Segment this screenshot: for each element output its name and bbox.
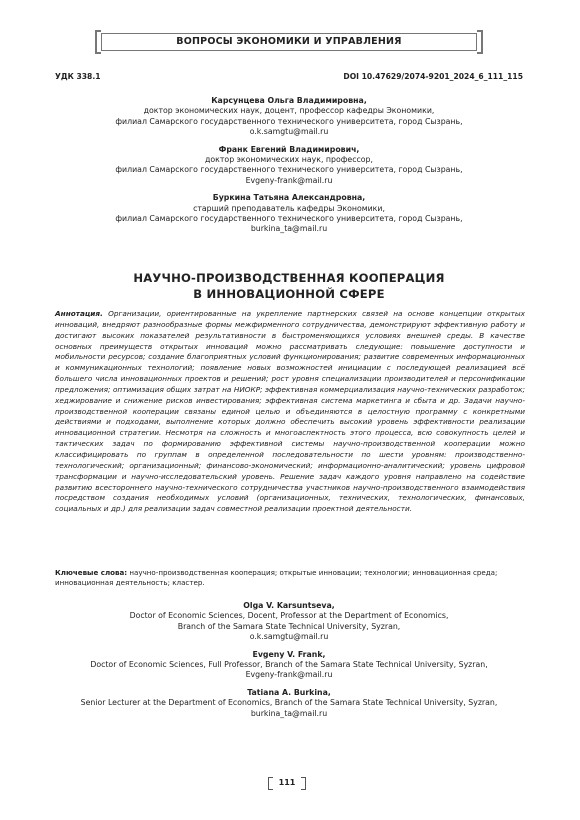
author-ru-1 <box>55 96 523 138</box>
author-name: Карсунцева Ольга Владимировна, <box>211 96 367 105</box>
author-en-1 <box>55 601 523 643</box>
author-email[interactable]: burkina_ta@mail.ru <box>250 708 328 718</box>
author-affiliation: филиал Самарского государственного технического университета, город Сызрань, <box>115 116 463 126</box>
abstract <box>55 309 525 515</box>
author-email[interactable]: o.k.samgtu@mail.ru <box>249 632 329 642</box>
author-email[interactable]: o.k.samgtu@mail.ru <box>249 127 329 137</box>
author-position: доктор экономических наук, профессор, <box>205 155 373 165</box>
journal-title: ВОПРОСЫ ЭКОНОМИКИ И УПРАВЛЕНИЯ <box>176 36 402 47</box>
page-bracket-right <box>301 777 306 790</box>
author-email[interactable]: Evgeny-frank@mail.ru <box>245 175 333 185</box>
author-name: Evgeny V. Frank, <box>252 649 326 659</box>
authors-ru <box>55 96 523 242</box>
article-title-line-2: В ИННОВАЦИОННОЙ СФЕРЕ <box>193 287 385 301</box>
udk-code: УДК 338.1 <box>55 72 101 81</box>
author-name: Буркина Татьяна Александровна, <box>212 193 366 203</box>
author-en-3 <box>55 688 523 719</box>
journal-header-band <box>101 33 477 51</box>
article-title <box>55 270 523 302</box>
author-position: доктор экономических наук, доцент, профессор кафедры Экономики, <box>143 106 435 116</box>
author-ru-2 <box>55 145 523 187</box>
keywords-text: научно-производственная кооперация; открытые инновации; технологии; инновационная среда; инновационная деятельность; кластер. <box>55 568 498 588</box>
author-name: Olga V. Karsuntseva, <box>243 601 335 610</box>
author-affiliation: Branch of the Samara State Technical University, Syzran, <box>177 621 401 631</box>
author-position: Doctor of Economic Sciences, Docent, Professor at the Department of Economics, <box>129 611 449 621</box>
header-bracket-left <box>95 30 101 54</box>
author-en-2 <box>55 650 523 681</box>
page-number <box>268 777 306 792</box>
author-affiliation: Doctor of Economic Sciences, Full Professor, Branch of the Samara State Technical University, Syzran, <box>90 660 488 670</box>
article-title-line-1: НАУЧНО-ПРОИЗВОДСТВЕННАЯ КООПЕРАЦИЯ <box>133 271 445 285</box>
author-ru-3 <box>55 193 523 235</box>
author-name: Франк Евгений Владимирович, <box>218 144 360 154</box>
keywords <box>55 568 525 588</box>
author-email[interactable]: Evgeny-frank@mail.ru <box>245 670 333 680</box>
author-affiliation: Senior Lecturer at the Department of Economics, Branch of the Samara State Technical University, Syzran, <box>80 698 498 708</box>
abstract-text: Организации, ориентированные на укрепление партнерских связей на основе концепции открытых инноваций, внедряют разнообразные формы межфирменного сотрудничества, демонстрируют эффективную работу и достигают высоких показателей результативности в быстроменяющихся условиях внешней среды. В качестве основных преимуществ открытых инноваций можно рассматривать следующие: повышение доступности и мобильности ресурсов; создание благоприятных условий функционирования; развитие современных информационных и коммуникационных технологий; появление новых возможностей инициации с последующей реализацией всё большего числа инновационных проектов и решений; рост уровня специализации производителей и персонификации предложения; оптимизация общих затрат на НИОКР; эффективная коммерциализация научно-технических разработок; хеджирование и снижение рисков инвестирования; эффективная система маркетинга и сбыта и др. Задачи научно-производственной кооперации связаны единой целью и объединяются в целостную программу с конкретными действиями и подходами, выполнение которых должно обеспечить высокий уровень эффективности реализации инновационной стратегии. Несмотря на сложность и многоаспектность этого процесса, всю совокупность целей и тактических задач по формированию эффективной системы научно-производственной кооперации можно классифицировать по группам в определенной последовательности по шести уровням: производственно-технологический; организационный; финансово-экономический; информационно-аналитический; уровень цифровой трансформации и научно-исследовательский уровень. Решение задач каждого уровня направлено на содействие развитию всестороннего научно-технического сотрудничества участников научно-производственного взаимодействия посредством создания необходимых условий (организационных, технических, технологических, финансовых, социальных и др.) для реализации задач совместной реализации проектной деятельности. <box>55 309 525 514</box>
article-meta <box>55 72 523 84</box>
keywords-label: Ключевые слова: <box>55 568 128 577</box>
abstract-label: Аннотация. <box>55 309 103 318</box>
author-affiliation: филиал Самарского государственного технического университета, город Сызрань, <box>115 165 463 175</box>
doi-link[interactable]: DOI 10.47629/2074-9201_2024_6_111_115 <box>343 72 523 81</box>
author-email[interactable]: burkina_ta@mail.ru <box>250 224 328 234</box>
author-name: Tatiana A. Burkina, <box>247 687 331 697</box>
authors-en <box>55 601 523 726</box>
author-affiliation: филиал Самарского государственного технического университета, город Сызрань, <box>115 214 463 224</box>
page-number-text: 111 <box>278 778 296 787</box>
author-position: старший преподаватель кафедры Экономики, <box>193 203 385 213</box>
header-bracket-right <box>477 30 483 54</box>
